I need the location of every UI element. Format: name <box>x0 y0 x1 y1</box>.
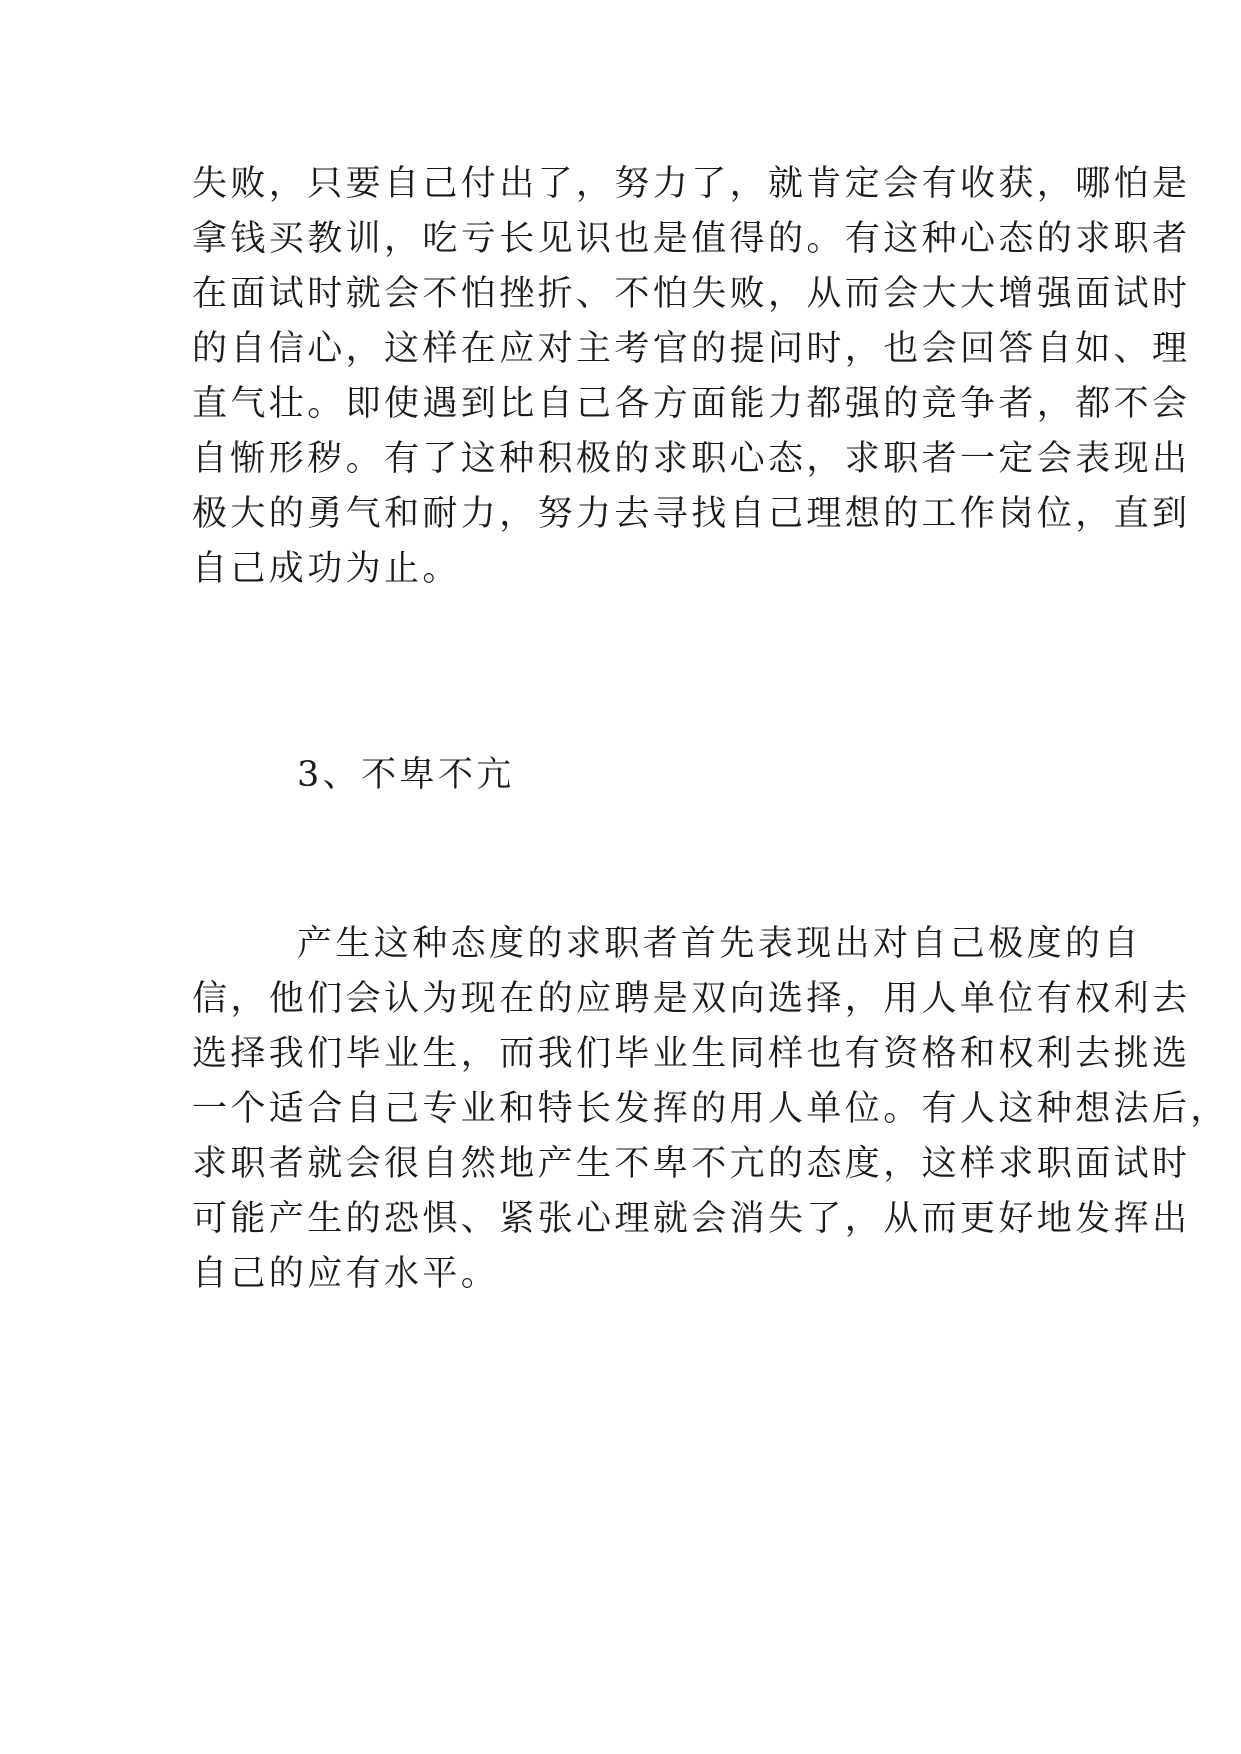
paragraph-1-line-7: 极大的勇气和耐力，努力去寻找自己理想的工作岗位，直到 <box>192 494 1191 534</box>
paragraph-1-line-8: 自己成功为止。 <box>192 549 461 589</box>
section-heading: 3、不卑不亢 <box>297 755 515 795</box>
paragraph-2-line-1: 产生这种态度的求职者首先表现出对自己极度的自 <box>297 924 1142 964</box>
paragraph-2-line-4: 一个适合自己专业和特长发挥的用人单位。有人这种想法后， <box>192 1089 1229 1129</box>
paragraph-2-line-2: 信，他们会认为现在的应聘是双向选择，用人单位有权利去 <box>192 979 1191 1019</box>
paragraph-1-line-3: 在面试时就会不怕挫折、不怕失败，从而会大大增强面试时 <box>192 274 1191 314</box>
paragraph-1-line-2: 拿钱买教训，吃亏长见识也是值得的。有这种心态的求职者 <box>192 219 1191 259</box>
paragraph-1-line-6: 自惭形秽。有了这种积极的求职心态，求职者一定会表现出 <box>192 439 1191 479</box>
paragraph-1-line-1: 失败，只要自己付出了，努力了，就肯定会有收获，哪怕是 <box>192 164 1191 204</box>
paragraph-1-line-4: 的自信心，这样在应对主考官的提问时，也会回答自如、理 <box>192 329 1191 369</box>
paragraph-2-line-7: 自己的应有水平。 <box>192 1254 500 1294</box>
paragraph-2-line-5: 求职者就会很自然地产生不卑不亢的态度，这样求职面试时 <box>192 1144 1191 1184</box>
paragraph-1-line-5: 直气壮。即使遇到比自己各方面能力都强的竞争者，都不会 <box>192 384 1191 424</box>
paragraph-2-line-6: 可能产生的恐惧、紧张心理就会消失了，从而更好地发挥出 <box>192 1199 1191 1239</box>
paragraph-2-line-3: 选择我们毕业生，而我们毕业生同样也有资格和权利去挑选 <box>192 1034 1191 1074</box>
